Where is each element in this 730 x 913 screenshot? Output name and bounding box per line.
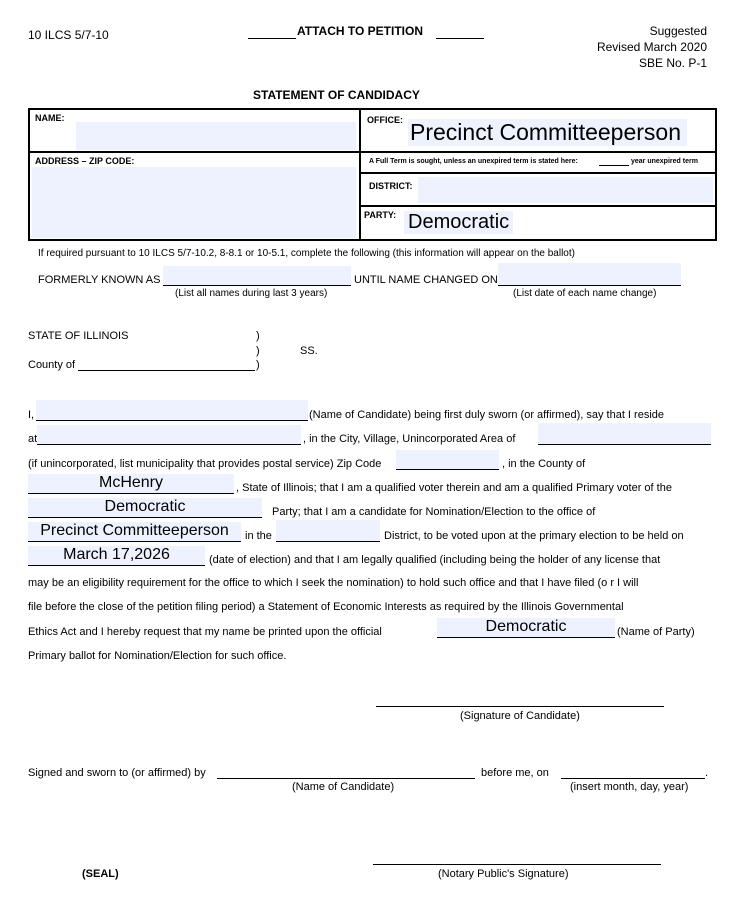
sworn-name-hint: (Name of Candidate) — [292, 781, 395, 793]
party-candidate-text: Party; that I am a candidate for Nomination/Election to the office of — [272, 506, 596, 518]
notary-signature-label: (Notary Public's Signature) — [438, 868, 569, 880]
form-title: STATEMENT OF CANDIDACY — [253, 88, 420, 102]
body-line-7: may be an eligibility requirement for the office to which I seek the nomination) to hold such office and that I have filed (o r I will — [28, 577, 639, 589]
name-field[interactable] — [76, 122, 356, 150]
candidate-name-field[interactable] — [36, 400, 308, 420]
district-body-field[interactable] — [276, 520, 380, 541]
at-label: at — [28, 433, 38, 445]
sworn-date-hint: (insert month, day, year) — [570, 781, 689, 793]
unincorporated-text: (if unincorporated, list municipality that provides postal service) Zip Code — [28, 458, 382, 470]
district-text: District, to be voted upon at the primary election to be held on — [384, 530, 684, 542]
name-of-candidate-text: (Name of Candidate) being first duly sworn (or affirmed), say that I reside — [309, 409, 665, 421]
period: . — [705, 767, 709, 779]
seal-label: (SEAL) — [82, 868, 119, 880]
venue-paren-1: ) — [256, 330, 260, 342]
date-of-election-text: (date of election) and that I am legally qualified (including being the holder of any license that — [209, 554, 661, 566]
office-field[interactable]: Precinct Committeeperson — [408, 119, 687, 146]
state-of-illinois: STATE OF ILLINOIS — [28, 330, 129, 342]
name-change-date-field[interactable] — [498, 263, 681, 286]
sworn-name-line[interactable] — [217, 778, 475, 779]
i-label: I, — [28, 409, 35, 421]
name-label: NAME: — [35, 113, 65, 123]
until-changed-label: UNTIL NAME CHANGED ON — [354, 274, 498, 286]
formerly-known-label: FORMERLY KNOWN AS — [38, 274, 161, 286]
formerly-known-field[interactable] — [163, 266, 351, 286]
body-line-9: Ethics Act and I hereby request that my name be printed upon the official — [28, 626, 382, 638]
before-me-text: before me, on — [481, 767, 549, 779]
name-of-party-text: (Name of Party) — [617, 626, 695, 638]
district-field[interactable] — [418, 177, 713, 203]
election-date-field[interactable]: March 17,2026 — [28, 546, 205, 566]
party-field[interactable]: Democratic — [404, 211, 513, 234]
revised-date: Revised March 2020 — [596, 40, 707, 54]
body-line-8: file before the close of the petition filing period) a Statement of Economic Interests as required by the Illinois Governmental — [28, 601, 624, 613]
statute-ref: 10 ILCS 5/7-10 — [28, 28, 109, 42]
state-voter-text: , State of Illinois; that I am a qualified voter therein and am a qualified Primary voter of the — [236, 482, 672, 494]
body-line-10: Primary ballot for Nomination/Election for such office. — [28, 650, 287, 662]
municipality-field[interactable] — [538, 423, 711, 444]
city-village-text: , in the City, Village, Unincorporated Area of — [303, 433, 516, 445]
suggested-label: Suggested — [649, 24, 707, 38]
address-field[interactable] — [32, 167, 356, 238]
form-number: SBE No. P-1 — [638, 56, 707, 70]
venue-paren-2: ) — [256, 345, 260, 357]
ss-label: SS. — [300, 345, 318, 357]
county-of-label: County of — [28, 359, 76, 371]
year-unexpired-label: year unexpired term — [631, 158, 698, 165]
candidate-signature-label: (Signature of Candidate) — [460, 710, 580, 722]
residence-field[interactable] — [37, 425, 301, 444]
notary-signature-line[interactable] — [373, 864, 661, 865]
address-label: ADDRESS – ZIP CODE: — [35, 156, 135, 166]
party-label: PARTY: — [364, 210, 397, 220]
in-county-text: , in the County of — [502, 458, 586, 470]
attach-to-petition: ATTACH TO PETITION — [297, 24, 423, 38]
office-body-field[interactable]: Precinct Committeeperson — [28, 522, 241, 542]
ballot-party-field[interactable]: Democratic — [437, 618, 615, 638]
party-body-field[interactable]: Democratic — [28, 498, 262, 518]
candidate-signature-line[interactable] — [376, 706, 664, 707]
venue-paren-3: ) — [256, 359, 260, 371]
in-the-text: in the — [245, 530, 272, 542]
names-hint: (List all names during last 3 years) — [175, 288, 328, 299]
zip-code-field[interactable] — [396, 450, 499, 469]
sworn-by-text: Signed and sworn to (or affirmed) by — [28, 767, 206, 779]
full-term-note: A Full Term is sought, unless an unexpired term is stated here: — [369, 158, 578, 165]
date-change-hint: (List date of each name change) — [513, 288, 657, 299]
office-label: OFFICE: — [367, 115, 403, 125]
sworn-date-line[interactable] — [561, 778, 705, 779]
county-field[interactable]: McHenry — [28, 474, 234, 494]
ballot-note: If required pursuant to 10 ILCS 5/7-10.2, 8-8.1 or 10-5.1, complete the following (this information will appear on the ballot) — [38, 248, 575, 259]
district-label: DISTRICT: — [369, 181, 413, 191]
